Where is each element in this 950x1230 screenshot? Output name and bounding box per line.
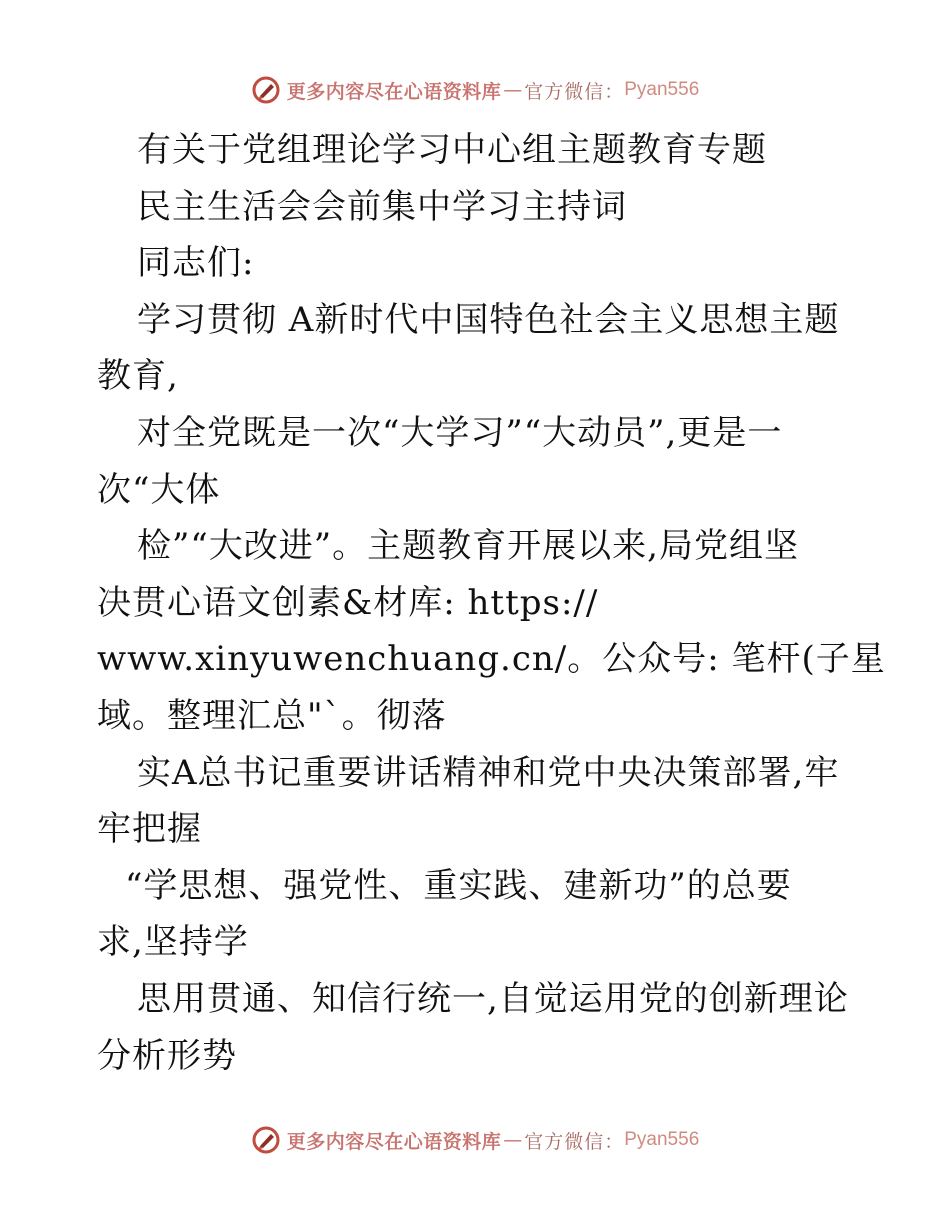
watermark-wechat-label: 官方微信： [524,80,625,103]
paragraph-line: 牢把握 [97,809,202,850]
title-line-1: 有关于党组理论学习中心组主题教育专题 [137,130,767,170]
paragraph-line: 分析形势 [97,1035,237,1076]
document-body [97,122,886,1084]
watermark-wechat-label: 官方微信： [524,1130,625,1153]
watermark-wechat-id: Pyan556 [624,1129,700,1150]
paragraph-line: 学习贯彻 A新时代中国特色社会主义思想主题 [137,299,840,340]
paragraph-line: 求,坚持学 [97,922,249,963]
pen-logo-icon [251,1125,281,1155]
paragraph-line: 次“大体 [97,469,221,510]
watermark-dash: — [503,79,523,101]
salutation: 同志们: [137,243,255,284]
paragraph-line: 教育, [97,356,179,397]
watermark-site-text: 更多内容尽在心语资料库 [286,80,502,103]
header-watermark-banner [0,70,950,110]
paragraph-line: 实A总书记重要讲话精神和党中央决策部署,牢 [137,752,840,793]
paragraph-line: 域。整理汇总"`。彻落 [97,695,447,736]
watermark-wechat-id: Pyan556 [624,79,700,100]
watermark-dash: — [503,1129,523,1151]
watermark-site-text: 更多内容尽在心语资料库 [286,1130,502,1153]
paragraph-line: 决贯心语文创素&材库: https:// [97,582,599,623]
paragraph-line: 思用贯通、知信行统一,自觉运用党的创新理论 [137,978,849,1019]
paragraph-line: www.xinyuwenchuang.cn/。公众号: 笔杆(子星 [97,639,886,680]
paragraph-line: “学思想、强党性、重实践、建新功”的总要 [125,865,792,906]
footer-watermark-banner [0,1120,950,1160]
paragraph-line: 检”“大改进”。主题教育开展以来,局党组坚 [137,526,799,567]
pen-logo-icon [251,75,281,105]
paragraph-line: 对全党既是一次“大学习”“大动员”,更是一 [137,412,783,453]
title-line-2: 民主生活会会前集中学习主持词 [137,186,627,227]
